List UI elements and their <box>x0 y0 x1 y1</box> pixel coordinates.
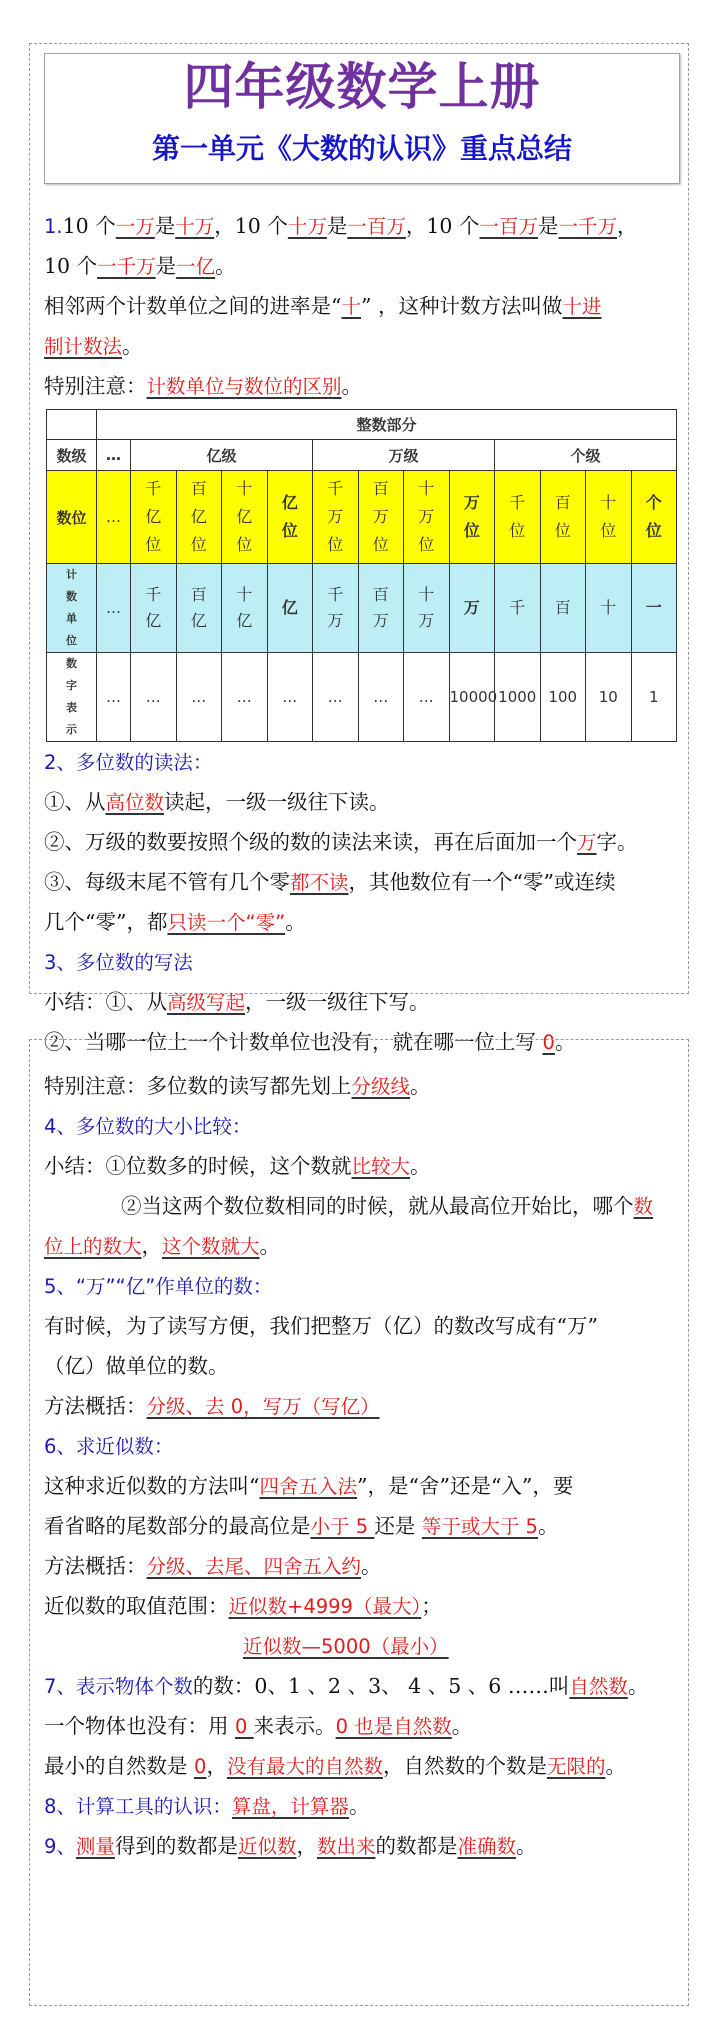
text-line <box>44 1346 688 1386</box>
number-cell <box>267 653 313 742</box>
place-cell <box>631 471 677 564</box>
ellipsis-cell-text: … <box>106 599 121 617</box>
body-text: 。 <box>215 254 236 278</box>
comparison-approx-lines <box>30 1066 688 1866</box>
table-row <box>47 564 677 653</box>
body-text: 。 <box>410 1154 431 1178</box>
header-cell-text: 整数部分 <box>356 416 417 434</box>
body-text: ， <box>296 1834 317 1858</box>
body-text: 方法概括： <box>44 1554 147 1578</box>
text-line <box>44 782 688 822</box>
table-row <box>47 471 677 564</box>
text-line <box>44 1546 688 1586</box>
number-cell-text: 10000 <box>449 688 498 706</box>
text-line <box>44 286 688 326</box>
body-text: 字。 <box>596 830 638 854</box>
key-point-text: 只读一个“零” <box>167 911 286 934</box>
place-cell <box>267 471 313 564</box>
number-cell <box>449 653 498 742</box>
unit-cell-text: 百 <box>554 598 571 617</box>
section-heading-text: 2、多位数的读法： <box>44 751 213 774</box>
number-cell <box>358 653 404 742</box>
body-text: 。 <box>605 1754 626 1778</box>
number-cell <box>495 653 541 742</box>
unit-cell <box>495 564 541 653</box>
unit-cell <box>267 564 313 653</box>
body-text: ， <box>141 1234 163 1258</box>
body-text: 。 <box>348 1794 370 1818</box>
place-cell-text: 百万位 <box>372 479 389 554</box>
place-cell-text: 十万位 <box>418 479 435 554</box>
text-line <box>44 862 688 902</box>
place-cell-text: 万位 <box>463 493 480 540</box>
place-cell-text: 亿位 <box>281 493 298 540</box>
unit-cell <box>404 564 450 653</box>
body-text: 特别注意： <box>44 374 147 398</box>
unit-cell-text: 万 <box>463 598 480 617</box>
body-text: 有时候，为了读写方便，我们把整万（亿）的数改写成有“万” <box>44 1314 598 1338</box>
place-cell <box>358 471 404 564</box>
text-line <box>44 1386 688 1426</box>
unit-cell <box>586 564 632 653</box>
number-cell-text: … <box>327 688 343 706</box>
body-text: ； <box>421 1594 442 1618</box>
level-cell-text: 亿级 <box>206 446 237 465</box>
body-text: ” ，这种计数方法叫做 <box>361 294 563 318</box>
body-text: ②、万级的数要按照个级的数的读法来读，再在后面加一个 <box>44 830 577 854</box>
ellipsis-cell <box>97 440 131 471</box>
body-text: 10 个 <box>44 254 98 278</box>
summary-card-2 <box>29 1039 689 2006</box>
place-value-table <box>46 409 677 742</box>
key-point-text: 高级写起 <box>167 991 246 1014</box>
place-cell-text: 百位 <box>554 493 571 540</box>
place-cell <box>176 471 222 564</box>
row-label-text: 计数单位 <box>66 568 77 647</box>
key-point-text: 近似数 <box>237 1835 297 1858</box>
key-point-text: 小于 5 <box>310 1515 375 1538</box>
body-text: ，10 个 <box>405 214 480 238</box>
key-point-text: 数出来 <box>316 1835 376 1858</box>
unit-cell-text: 一 <box>645 598 662 617</box>
place-cell-text: 千万位 <box>327 479 344 554</box>
level-cell <box>495 440 677 471</box>
number-cell <box>631 653 677 742</box>
text-line <box>44 1146 688 1186</box>
body-text: 一个物体也没有：用 <box>44 1714 236 1738</box>
body-text: 的数：0、1 、2 、3、 4 、5 、6 ……叫 <box>192 1674 570 1698</box>
unit-cell-text: 百万 <box>372 585 389 630</box>
summary-card-1 <box>29 43 689 1054</box>
text-line <box>44 1186 688 1226</box>
key-point-text: 分级线 <box>351 1075 411 1098</box>
number-cell <box>313 653 359 742</box>
place-cell-text: 千亿位 <box>145 479 162 554</box>
key-point-text: 四舍五入法 <box>259 1475 357 1498</box>
body-text: 还是 <box>374 1514 422 1538</box>
body-text: 。 <box>451 1714 473 1738</box>
ellipsis-cell-text: … <box>106 446 121 464</box>
key-point-text: 近似数—5000（最小） <box>243 1635 449 1658</box>
body-text: 小结：①、从 <box>44 990 167 1014</box>
row-label-text: 数字表示 <box>66 657 77 736</box>
key-point-text: 比较大 <box>351 1155 411 1178</box>
key-point-text: 无限的 <box>546 1755 606 1778</box>
title-box <box>44 53 680 184</box>
page-subtitle: 第一单元《大数的认识》重点总结 <box>151 132 572 165</box>
key-point-text: 一千万 <box>97 255 156 278</box>
text-line <box>44 742 688 782</box>
body-text: ， <box>206 1754 227 1778</box>
number-cell-text: … <box>236 688 252 706</box>
key-point-text: 没有最大的自然数 <box>226 1755 383 1778</box>
table-row <box>47 653 677 742</box>
row-label <box>47 471 97 564</box>
body-text: 。 <box>627 1674 649 1698</box>
unit-cell <box>358 564 404 653</box>
body-text: ， <box>617 214 638 238</box>
number-cell <box>222 653 268 742</box>
number-cell-text: … <box>145 688 161 706</box>
unit-cell <box>540 564 586 653</box>
text-line <box>44 1466 688 1506</box>
body-text: 方法概括： <box>44 1394 147 1418</box>
place-cell-text: 千位 <box>509 493 526 540</box>
number-cell-text: … <box>373 688 389 706</box>
place-cell-text: 十亿位 <box>236 479 253 554</box>
number-cell-text: … <box>191 688 207 706</box>
place-cell <box>449 471 495 564</box>
table-row <box>47 410 677 440</box>
key-point-text: 这个数就大 <box>162 1235 260 1258</box>
level-cell <box>313 440 495 471</box>
key-point-text: 准确数 <box>457 1835 516 1858</box>
unit-cell <box>176 564 222 653</box>
row-label-text: 数级 <box>56 446 87 465</box>
key-point-text: 分级、去尾、四舍五入约 <box>146 1555 362 1578</box>
key-point-text: 0 也是自然数 <box>335 1715 452 1738</box>
body-text: 。 <box>554 1030 576 1054</box>
key-point-text: 十 <box>341 295 361 318</box>
level-cell <box>131 440 313 471</box>
ellipsis-cell <box>97 471 131 564</box>
text-line <box>44 366 688 406</box>
body-text: 看省略的尾数部分的最高位是 <box>44 1514 311 1538</box>
key-point-text: 一百万 <box>479 215 539 238</box>
intro-lines <box>30 206 688 406</box>
body-text: 。 <box>341 374 363 398</box>
body-text: 相邻两个计数单位之间的进率是“ <box>44 294 342 318</box>
place-cell <box>540 471 586 564</box>
place-cell <box>404 471 450 564</box>
key-point-text: 测量 <box>75 1835 115 1858</box>
body-text: 来表示。 <box>253 1714 336 1738</box>
body-text: 10 个 <box>62 214 116 238</box>
text-line <box>44 326 688 366</box>
body-text: 得到的数都是 <box>114 1834 238 1858</box>
text-line <box>44 1106 688 1146</box>
text-line <box>44 942 688 982</box>
place-cell <box>222 471 268 564</box>
body-text: 小结：①位数多的时候，这个数就 <box>44 1154 352 1178</box>
ellipsis-cell <box>97 653 131 742</box>
text-line <box>44 1066 688 1106</box>
place-cell-text: 百亿位 <box>190 479 207 554</box>
key-point-text: 0 <box>542 1031 555 1054</box>
body-text: 。 <box>285 910 306 934</box>
unit-cell-text: 十 <box>600 598 617 617</box>
ellipsis-cell-text: … <box>106 508 121 526</box>
unit-cell-text: 十亿 <box>236 585 253 630</box>
corner-cell <box>47 410 97 440</box>
number-cell-text: … <box>282 688 298 706</box>
section-heading-text: 5、“万”“亿”作单位的数： <box>44 1275 273 1298</box>
text-line <box>44 1826 688 1866</box>
number-cell-text: 1000 <box>498 688 537 706</box>
body-text: ，一级一级往下写。 <box>245 990 430 1014</box>
text-line <box>44 1626 688 1666</box>
body-text: 近似数的取值范围： <box>44 1594 229 1618</box>
page-title: 四年级数学上册 <box>183 58 541 116</box>
key-point-text: 十万 <box>175 215 215 238</box>
text-line <box>44 1506 688 1546</box>
reading-writing-lines <box>30 742 688 1062</box>
body-text: 读起，一级一级往下读。 <box>164 790 390 814</box>
text-line <box>44 1706 688 1746</box>
section-heading-text: 6、求近似数： <box>44 1435 174 1458</box>
place-cell <box>313 471 359 564</box>
text-line <box>44 1666 688 1706</box>
key-point-text: 万 <box>577 831 597 854</box>
number-cell-text: … <box>418 688 434 706</box>
unit-cell-text: 千 <box>509 598 526 617</box>
body-text: 。 <box>122 334 143 358</box>
section-heading-text: 4、多位数的大小比较： <box>44 1115 252 1138</box>
place-cell <box>586 471 632 564</box>
text-line <box>44 982 688 1022</box>
header-cell <box>97 410 677 440</box>
section-heading-text: 8、计算工具的认识： <box>44 1795 232 1818</box>
number-cell <box>176 653 222 742</box>
unit-cell-text: 百亿 <box>190 585 207 630</box>
key-point-text: 近似数+4999（最大） <box>228 1595 422 1618</box>
text-line <box>44 1426 688 1466</box>
level-cell-text: 万级 <box>388 446 419 465</box>
key-point-text: 位上的数大 <box>44 1235 142 1258</box>
key-point-text: 一千万 <box>558 215 618 238</box>
number-cell <box>540 653 586 742</box>
number-cell-text: 1 <box>648 688 659 706</box>
body-text: ①、从 <box>44 790 106 814</box>
text-line <box>44 246 688 286</box>
key-point-text: 都不读 <box>290 871 349 894</box>
body-text: 的数都是 <box>375 1834 458 1858</box>
section-heading-text: 1. <box>44 215 63 238</box>
body-text: ，10 个 <box>214 214 288 238</box>
key-point-text: 等于或大于 5 <box>421 1515 538 1538</box>
key-point-text: 0 <box>235 1715 254 1738</box>
body-text: 是 <box>154 214 176 238</box>
text-line <box>44 1266 688 1306</box>
text-line <box>44 206 688 246</box>
unit-cell <box>449 564 495 653</box>
text-line <box>44 1226 688 1266</box>
body-text: ②当这两个数位数相同的时候，就从最高位开始比，哪个 <box>121 1194 634 1218</box>
body-text: ”，是“舍”还是“入”，要 <box>357 1474 574 1498</box>
text-line <box>44 1306 688 1346</box>
text-line <box>44 1746 688 1786</box>
key-point-text: 一万 <box>115 215 155 238</box>
text-line <box>44 1786 688 1826</box>
key-point-text: 分级、去 0，写万（写亿） <box>146 1395 380 1418</box>
body-text: ②、当哪一位上一个计数单位也没有，就在哪一位上写 <box>44 1030 543 1054</box>
body-text: （亿）做单位的数。 <box>44 1354 229 1378</box>
body-text: 这种求近似数的方法叫“ <box>44 1474 260 1498</box>
body-text: 。 <box>361 1554 382 1578</box>
unit-cell-text: 千亿 <box>145 585 162 630</box>
body-text: 几个“零”，都 <box>44 910 168 934</box>
ellipsis-cell-text: … <box>106 688 121 706</box>
key-point-text: 十进 <box>562 295 602 318</box>
text-line <box>44 902 688 942</box>
body-text: ，自然数的个数是 <box>382 1754 547 1778</box>
place-value-table-wrap <box>30 409 688 742</box>
number-cell <box>131 653 177 742</box>
body-text: 是 <box>326 214 348 238</box>
body-text: 特别注意：多位数的读写都先划上 <box>44 1074 352 1098</box>
key-point-text: 算盘，计算器 <box>231 1795 349 1818</box>
body-text: ，其他数位有一个“零”或连续 <box>348 870 616 894</box>
body-text: 最小的自然数是 <box>44 1754 195 1778</box>
body-text: 。 <box>515 1834 537 1858</box>
section-heading-text: 9、 <box>44 1835 76 1858</box>
ellipsis-cell <box>97 564 131 653</box>
body-text: 是 <box>538 214 559 238</box>
unit-cell <box>313 564 359 653</box>
key-point-text: 0 <box>194 1755 207 1778</box>
table-row <box>47 440 677 471</box>
unit-cell <box>222 564 268 653</box>
place-cell <box>495 471 541 564</box>
key-point-text: 自然数 <box>569 1675 628 1698</box>
unit-cell-text: 千万 <box>327 585 344 630</box>
body-text: 。 <box>410 1074 431 1098</box>
level-cell-text: 个级 <box>570 446 601 465</box>
row-label <box>47 564 97 653</box>
body-text: 。 <box>259 1234 281 1258</box>
text-line <box>44 1586 688 1626</box>
section-heading-text: 7、表示物体个数 <box>44 1675 193 1698</box>
key-point-text: 制计数法 <box>44 335 123 358</box>
body-text: ③、每级末尾不管有几个零 <box>44 870 290 894</box>
place-cell-text: 个位 <box>645 493 662 540</box>
section-heading-text: 3、多位数的写法 <box>44 951 193 974</box>
body-text: 。 <box>537 1514 559 1538</box>
text-line <box>44 822 688 862</box>
key-point-text: 数 <box>633 1195 654 1218</box>
body-text: 是 <box>155 254 177 278</box>
row-label <box>47 653 97 742</box>
key-point-text: 一百万 <box>347 215 406 238</box>
key-point-text: 十万 <box>287 215 327 238</box>
row-label <box>47 440 97 471</box>
unit-cell <box>131 564 177 653</box>
number-cell-text: 100 <box>548 688 578 706</box>
place-cell <box>131 471 177 564</box>
unit-cell-text: 十万 <box>418 585 435 630</box>
unit-cell-text: 亿 <box>281 598 298 617</box>
number-cell <box>404 653 450 742</box>
number-cell <box>586 653 632 742</box>
row-label-text: 数位 <box>56 508 87 527</box>
place-cell-text: 十位 <box>600 493 617 540</box>
number-cell-text: 10 <box>598 688 618 706</box>
key-point-text: 一亿 <box>176 255 216 278</box>
key-point-text: 计数单位与数位的区别 <box>146 375 342 398</box>
key-point-text: 高位数 <box>105 791 165 814</box>
unit-cell <box>631 564 677 653</box>
